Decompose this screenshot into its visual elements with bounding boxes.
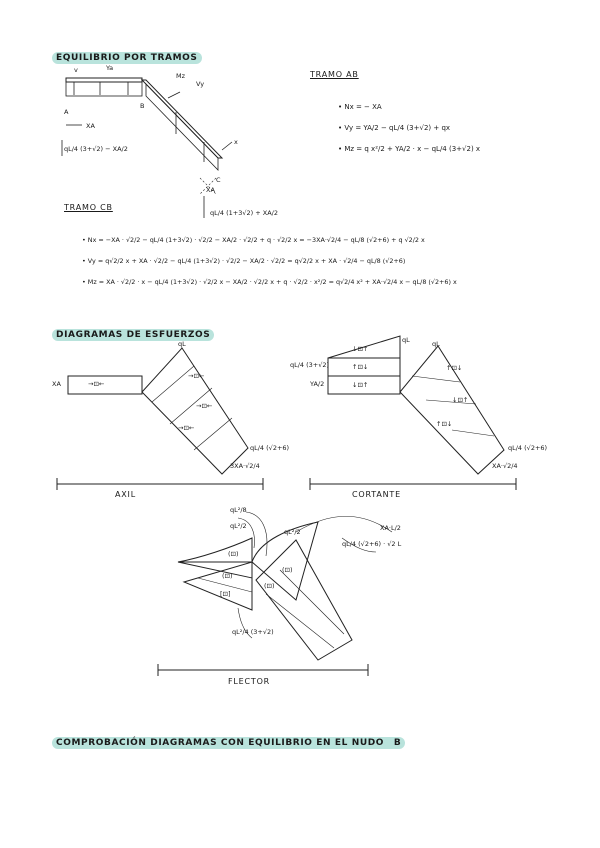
cortante-sign-6: ↑⊡↓ <box>436 420 453 428</box>
cortante-sign-5: ↓⊡↑ <box>452 396 469 404</box>
flector-sign-a: (⊡) <box>228 550 239 558</box>
comprobacion-text: COMPROBACIÓN DIAGRAMAS CON EQUILIBRIO EN EL NUDO <box>56 738 385 748</box>
section-title-diagramas: DIAGRAMAS DE ESFUERZOS <box>52 329 214 341</box>
tramo-cb-eq-n: • Nx = −XA · √2/2 − qL/4 (1+3√2) · √2/2 − XA/2 · √2/2 + q · √2/2 x = −3XA·√2/4 − qL/8 (√2+6) + q √2/2 x <box>82 236 425 244</box>
flector-label-3: qL²/2 <box>284 528 301 536</box>
axil-sign-3: →⊡← <box>178 424 195 432</box>
comprobacion-node: B <box>393 738 402 748</box>
sketch-ya-label: Ya <box>106 64 114 72</box>
axil-bottom-label: 3XA·√2/4 <box>230 462 260 470</box>
axil-caption: AXIL <box>115 490 136 499</box>
cortante-bottom-label: XA·√2/4 <box>492 462 518 470</box>
cortante-left-label: qL/4 (3+√2) <box>290 361 330 369</box>
flector-strip <box>178 562 252 578</box>
tramo-cb-eq-m: • Mz = XA · √2/2 · x − qL/4 (1+3√2) · √2/2 x − XA/2 · √2/2 x + q · √2/2 · x²/2 = q√2/4 x² + XA·√2/4 x − qL/8 (√2+6) x <box>82 278 457 286</box>
flector-sign-b: (⊡) <box>222 572 233 580</box>
axil-ql-label: qL <box>178 340 186 348</box>
sketch-node-c: C <box>216 176 221 184</box>
cortante-ya-label: YA/2 <box>310 380 325 388</box>
sketch-mz-label: Mz <box>176 72 186 80</box>
flector-label-5: qL/4 (√2+6) · √2 L <box>342 540 402 548</box>
sketch-reaction-a: qL/4 (3+√2) − XA/2 <box>64 145 128 153</box>
sketch-xa-small: XA <box>206 186 215 194</box>
flector-sign-c: [⊡] <box>220 590 231 598</box>
flector-label-4: XA·L/2 <box>380 524 401 532</box>
cortante-sign-1: ↓⊡↑ <box>352 345 369 353</box>
cortante-sign-4: ↑⊡↓ <box>446 364 463 372</box>
axil-sign-1: →⊡← <box>188 372 205 380</box>
sketch-x-label: x <box>234 138 238 146</box>
tramo-ab-eq-v: • Vy = YA/2 − qL/4 (3+√2) + qx <box>338 124 451 132</box>
sketch-reaction-c: qL/4 (1+3√2) + XA/2 <box>210 209 279 217</box>
cortante-caption: CORTANTE <box>352 490 401 499</box>
cortante-sign-3: ↓⊡↑ <box>352 381 369 389</box>
sketch-node-a: A <box>64 108 69 116</box>
sketch-v-label: v <box>74 66 78 74</box>
tramo-ab-title: TRAMO AB <box>310 70 359 79</box>
flector-caption: FLECTOR <box>228 677 271 686</box>
cortante-end-label: qL/4 (√2+6) <box>508 444 548 452</box>
section-title-comprobacion <box>52 737 405 749</box>
flector-sign-d: (⊡) <box>282 566 293 574</box>
axil-sign-left: →⊡← <box>88 380 105 388</box>
flector-diagonal-block <box>256 540 352 660</box>
cortante-ql-right: qL <box>432 340 440 348</box>
cortante-ql-top: qL <box>402 336 410 344</box>
flector-label-6: qL²/4 (3+√2) <box>232 628 274 636</box>
section-title-equilibrio: EQUILIBRIO POR TRAMOS <box>52 52 202 64</box>
tramo-cb-title: TRAMO CB <box>64 203 113 212</box>
axil-xa-label: XA <box>52 380 61 388</box>
flector-label-2: qL²/2 <box>230 522 247 530</box>
sketch-vy-label: Vy <box>196 80 205 88</box>
flector-label-1: qL²/8 <box>230 506 247 514</box>
flector-sign-e: (⊡) <box>264 582 275 590</box>
flector-parabola-top <box>178 538 252 562</box>
tramo-cb-eq-v: • Vy = q√2/2 x + XA · √2/2 − qL/4 (1+3√2) · √2/2 − XA/2 · √2/2 = q√2/2 x + XA · √2/4 − qL/8 (√2+6) <box>82 257 406 265</box>
axil-sign-2: →⊡← <box>196 402 213 410</box>
sketch-node-b: B <box>140 102 145 110</box>
tramo-ab-eq-n: • Nx = − XA <box>338 103 382 111</box>
axil-end-label: qL/4 (√2+6) <box>250 444 290 452</box>
flector-lower-triangle <box>184 562 252 610</box>
sketch-xa-label: XA <box>86 122 95 130</box>
cortante-sign-2: ↑⊡↓ <box>352 363 369 371</box>
tramo-ab-eq-m: • Mz = q x²/2 + YA/2 · x − qL/4 (3+√2) x <box>338 145 481 153</box>
